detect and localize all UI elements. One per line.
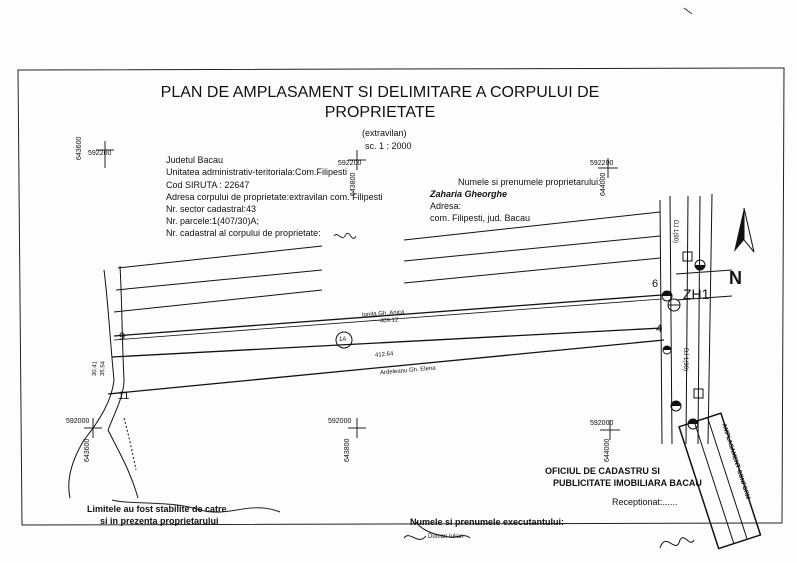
parcele-label: Nr. parcele:1(407/30)A; [166, 216, 260, 226]
handwritten-mark [334, 233, 356, 238]
left-boundary [69, 266, 138, 498]
road-edge-3 [686, 196, 688, 444]
nr-cadastral-label: Nr. cadastral al corpului de proprietate: [166, 228, 321, 238]
executant-label: Numele si prenumele executantului: [410, 517, 565, 527]
limits-line-2: si in prezenta proprietarului [100, 516, 219, 526]
unitatea-label: Unitatea administrativ-teritoriala:Com.Filipesti [166, 167, 348, 177]
coord-east-5: 643800 [344, 438, 351, 462]
road-edge-1 [660, 200, 662, 444]
coord-north-4: 592000 [66, 418, 90, 425]
coord-east-2: 643800 [350, 172, 357, 196]
coord-east-3: 644000 [600, 172, 607, 196]
road-label-top: DJ 1(90) [672, 220, 678, 244]
office-line-1: OFICIUL DE CADASTRU SI [545, 466, 660, 476]
point-4-label: 4 [656, 323, 663, 335]
judet-label: Judetul Bacau [166, 155, 224, 165]
left-boundary-line [69, 270, 114, 498]
side-distance-2: 35.54 [100, 360, 107, 377]
north-arrow [734, 208, 754, 252]
north-label: N [729, 268, 742, 288]
field-line-3a [114, 290, 322, 312]
coord-north-1: 592200 [88, 150, 112, 157]
executant-name: Duman Iulian [428, 534, 464, 540]
field-lines [108, 212, 664, 394]
coord-north-5: 592000 [328, 418, 352, 425]
coord-east-1: 643600 [76, 136, 83, 160]
coord-east-4: 643600 [84, 438, 91, 462]
neighbor-top-label: Ionita Gh. Anica [361, 309, 405, 319]
corner-mark [684, 8, 692, 14]
road-cross-1 [676, 270, 732, 274]
side-distance-1: 30.41 [92, 360, 99, 377]
owner-address: com. Filipesti, jud. Bacau [430, 213, 531, 223]
coord-north-6: 592000 [590, 420, 614, 427]
left-boundary-inner [108, 266, 124, 430]
office-line-2: PUBLICITATE IMOBILIARA BACAU [553, 478, 702, 488]
owner-label: Numele si prenumele proprietarului: [458, 177, 601, 187]
station-label: ZH1 [683, 286, 710, 302]
road-edge-5 [708, 194, 712, 444]
coord-north-3: 592200 [590, 160, 614, 167]
distance-top-label: 409.12 [379, 317, 399, 325]
field-line-3b [404, 258, 660, 283]
sector-label: Nr. sector cadastral:43 [166, 204, 257, 214]
field-line-2b [404, 236, 660, 261]
limits-line-1: Limitele au fost stabilite de catre [87, 504, 227, 514]
document-title-line1: PLAN DE AMPLASAMENT SI DELIMITARE A CORPULUI DE [160, 84, 600, 101]
left-boundary-branch [108, 430, 138, 498]
document-title-line2: PROPRIETATE [324, 104, 436, 121]
point-6-label: 6 [652, 278, 659, 290]
point-11-label: 11 [118, 390, 130, 402]
left-ditch [124, 418, 136, 470]
receptionist-signature [660, 538, 694, 548]
field-line-2a [116, 270, 322, 290]
field-line-1a [118, 246, 322, 268]
adresa-label: Adresa corpului de proprietate:extravilan com. Filipesti [166, 192, 383, 202]
document-subtitle: (extravilan) [362, 128, 407, 138]
road-edge-4 [698, 196, 700, 444]
owner-name: Zaharia Gheorghe [430, 189, 508, 199]
coord-east-6: 644000 [604, 438, 611, 462]
distance-bottom-label: 412.64 [374, 351, 394, 359]
owner-address-label: Adresa: [430, 201, 462, 211]
receptionat-label: Receptionat:...... [612, 497, 678, 507]
parcel-id-label: 1A [339, 337, 347, 343]
point-9-label: 9 [119, 331, 126, 343]
scale-label: sc. 1 : 2000 [365, 141, 412, 151]
road-label-bottom: DJ 1(90) [682, 348, 688, 372]
parcel-boundary-bottom [108, 340, 664, 394]
siruta-label: Cod SIRUTA : 22647 [166, 180, 250, 190]
coord-north-2: 592200 [338, 160, 362, 167]
neighbor-bottom-label: Ardeleanu Gh. Elena [379, 365, 436, 377]
stamp-text: AMPLASAMENT CONFORM [720, 423, 751, 501]
